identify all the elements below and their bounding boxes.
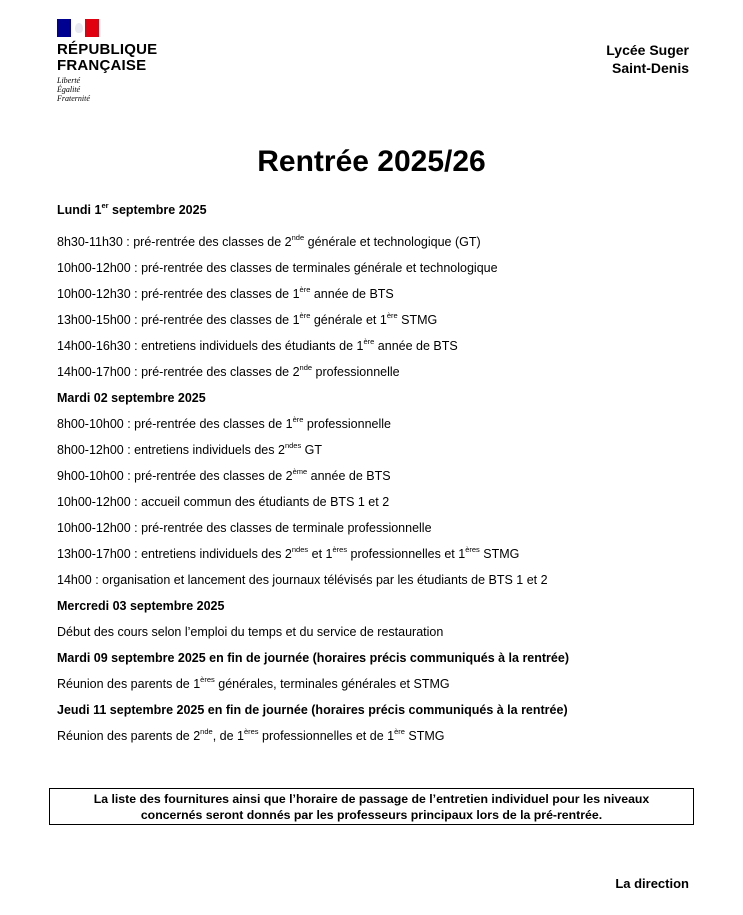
school-city: Saint-Denis	[611, 60, 689, 76]
page-title: Rentrée 2025/26	[257, 145, 486, 178]
notice-line-2: concernés seront donnés par les professeurs principaux lors de la pré-rentrée.	[140, 808, 603, 822]
text-fragment: 8h00-10h00 : pré-rentrée des classes de 1	[57, 417, 293, 431]
text-fragment: STMG	[479, 547, 520, 561]
day-heading	[57, 202, 697, 234]
text-fragment: 14h00-16h30 : entretiens individuels des étudiants de 1	[57, 339, 364, 353]
text-fragment: 10h00-12h30 : pré-rentrée des classes de 1	[57, 287, 300, 301]
motto	[57, 76, 157, 103]
text-fragment: 14h00-17h00 : pré-rentrée des classes de 2	[57, 365, 300, 379]
motto-liberte: Liberté	[57, 76, 81, 85]
superscript: ndes	[284, 441, 302, 450]
text-fragment: 13h00-17h00 : entretiens individuels des 2	[57, 547, 292, 561]
text-fragment: STMG	[397, 313, 438, 327]
superscript: ère	[299, 285, 311, 294]
schedule	[57, 202, 697, 754]
schedule-item	[57, 520, 697, 546]
schedule-item	[57, 286, 697, 312]
superscript: ndes	[291, 545, 309, 554]
text-fragment: Mardi 09 septembre 2025 en fin de journée (horaires précis communiqués à la rentrée)	[57, 651, 569, 665]
schedule-item	[57, 468, 697, 494]
text-fragment: 8h30-11h30 : pré-rentrée des classes de 2	[57, 235, 292, 249]
schedule-item	[57, 494, 697, 520]
superscript: ère	[394, 727, 405, 736]
day-heading	[57, 650, 697, 676]
schedule-item	[57, 364, 697, 390]
signature: La direction	[615, 876, 689, 891]
text-fragment: 14h00 : organisation et lancement des journaux télévisés par les étudiants de BTS 1 et 2	[57, 573, 548, 587]
republique-francaise-logo	[57, 19, 157, 103]
text-fragment: Début des cours selon l’emploi du temps et du service de restauration	[57, 625, 444, 639]
superscript: er	[101, 201, 109, 210]
schedule-item	[57, 312, 697, 338]
french-flag-icon	[57, 19, 99, 37]
day-heading	[57, 702, 697, 728]
superscript: ères	[465, 545, 480, 554]
superscript: ère	[386, 311, 398, 320]
schedule-item	[57, 234, 697, 260]
superscript: ère	[363, 337, 375, 346]
text-fragment: Mardi 02 septembre 2025	[57, 391, 206, 405]
text-fragment: professionnelles et 1	[347, 547, 466, 561]
text-fragment: Mercredi 03 septembre 2025	[57, 599, 225, 613]
supplies-notice	[49, 788, 694, 825]
superscript: ères	[332, 545, 348, 554]
republique-text: RÉPUBLIQUE	[57, 41, 158, 58]
text-fragment: générale et technologique (GT)	[304, 235, 481, 249]
school-block	[606, 41, 689, 77]
school-name: Lycée Suger	[606, 42, 689, 58]
superscript: ère	[292, 415, 304, 424]
text-fragment: GT	[301, 443, 323, 457]
text-fragment: générale et 1	[310, 313, 387, 327]
text-fragment: Réunion des parents de 1	[57, 677, 201, 691]
text-fragment: Lundi 1	[57, 203, 102, 217]
superscript: nde	[291, 233, 305, 242]
text-fragment: 13h00-15h00 : pré-rentrée des classes de 1	[57, 313, 300, 327]
superscript: nde	[200, 727, 213, 736]
text-fragment: , de 1	[212, 729, 244, 743]
schedule-item	[57, 546, 697, 572]
superscript: ères	[200, 675, 215, 684]
schedule-item	[57, 728, 697, 754]
day-heading	[57, 598, 697, 624]
day-heading	[57, 390, 697, 416]
text-fragment: septembre 2025	[108, 203, 207, 217]
schedule-item	[57, 442, 697, 468]
text-fragment: Réunion des parents de 2	[57, 729, 201, 743]
schedule-item	[57, 416, 697, 442]
text-fragment: 8h00-12h00 : entretiens individuels des 2	[57, 443, 285, 457]
text-fragment: 10h00-12h00 : accueil commun des étudiants de BTS 1 et 2	[57, 495, 390, 509]
superscript: ème	[292, 467, 308, 476]
schedule-item	[57, 572, 697, 598]
text-fragment: professionnelle	[303, 417, 391, 431]
motto-egalite: Égalité	[57, 85, 81, 94]
notice-line-1: La liste des fournitures ainsi que l’horaire de passage de l’entretien individuel pour les niveaux	[93, 792, 650, 806]
text-fragment: Jeudi 11 septembre 2025 en fin de journée (horaires précis communiqués à la rentrée)	[57, 703, 568, 717]
text-fragment: professionnelle	[312, 365, 400, 379]
schedule-item	[57, 338, 697, 364]
text-fragment: 9h00-10h00 : pré-rentrée des classes de 2	[57, 469, 293, 483]
superscript: nde	[299, 363, 313, 372]
text-fragment: 10h00-12h00 : pré-rentrée des classes de terminale professionnelle	[57, 521, 432, 535]
text-fragment: générales, terminales générales et STMG	[214, 677, 450, 691]
text-fragment: année de BTS	[310, 287, 394, 301]
text-fragment: STMG	[404, 729, 445, 743]
superscript: ère	[299, 311, 311, 320]
motto-fraternite: Fraternité	[57, 94, 90, 103]
text-fragment: professionnelles et de 1	[258, 729, 395, 743]
text-fragment: et 1	[308, 547, 333, 561]
francaise-text: FRANÇAISE	[57, 57, 147, 74]
text-fragment: année de BTS	[374, 339, 458, 353]
schedule-item	[57, 676, 697, 702]
text-fragment: 10h00-12h00 : pré-rentrée des classes de terminales générale et technologique	[57, 261, 498, 275]
schedule-item	[57, 624, 697, 650]
text-fragment: année de BTS	[307, 469, 391, 483]
schedule-item	[57, 260, 697, 286]
superscript: ères	[243, 727, 259, 736]
